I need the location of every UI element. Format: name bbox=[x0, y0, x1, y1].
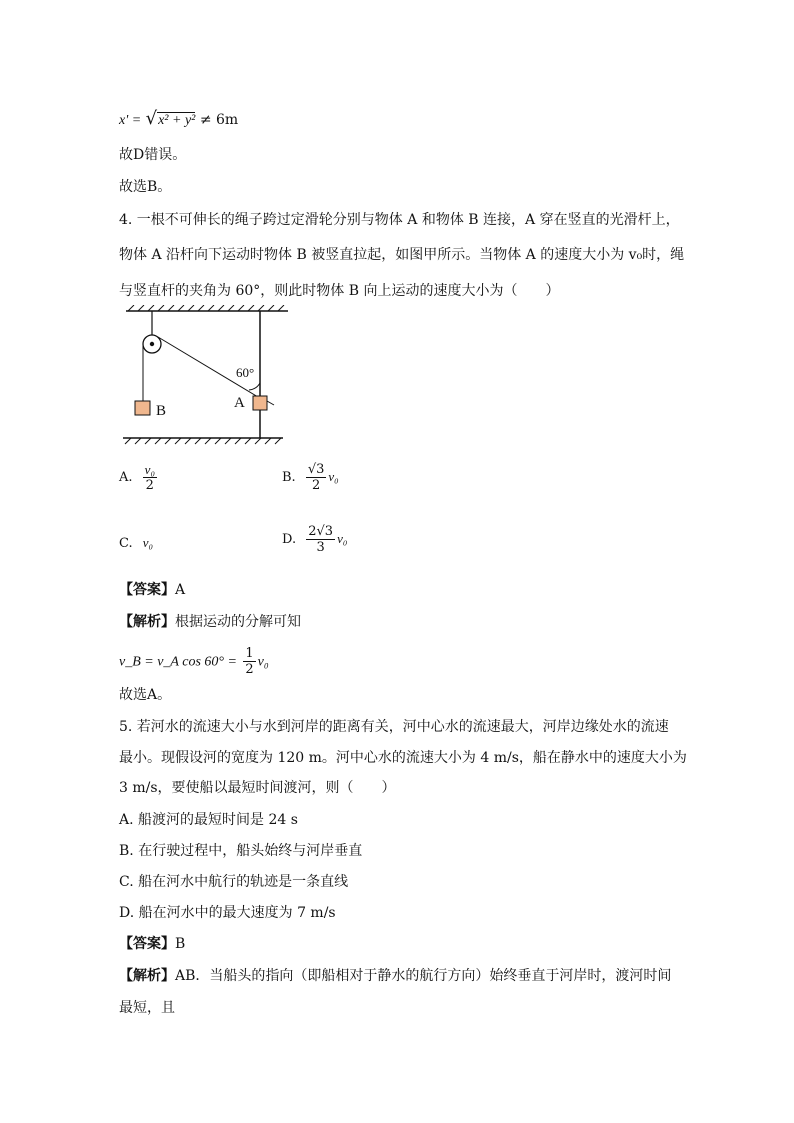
q5-answer-value: B bbox=[175, 936, 186, 952]
floor-hatch bbox=[125, 438, 281, 444]
q5-analysis-tag: 【解析】 bbox=[119, 968, 175, 984]
q4-option-c bbox=[119, 534, 153, 553]
q5-stem-line3: 3 m/s，要使船以最短时间渡河，则（ ） bbox=[119, 780, 396, 796]
q4-formula-lhs: v_B = v_A cos 60° = bbox=[119, 654, 237, 670]
formula-radicand: x² + y² bbox=[158, 113, 196, 128]
q5-analysis-line2: 最短，且 bbox=[119, 1000, 175, 1016]
formula-lhs: x' = bbox=[119, 113, 142, 128]
q4-option-b-num: √3 bbox=[307, 462, 325, 477]
q4-option-a-num: v₀ bbox=[144, 462, 155, 477]
block-a-tick bbox=[267, 401, 274, 405]
label-b: B bbox=[156, 403, 167, 419]
q4-stem-line2: 物体 A 沿杆向下运动时物体 B 被竖直拉起，如图甲所示。当物体 A 的速度大小为 v₀时，绳 bbox=[119, 247, 685, 263]
q4-answer bbox=[119, 581, 185, 599]
q5-option-b: B. 在行驶过程中，船头始终与河岸垂直 bbox=[119, 843, 363, 859]
q4-analysis bbox=[119, 613, 301, 631]
q4-option-b-letter: B. bbox=[282, 470, 296, 485]
q4-option-d-tail: v₀ bbox=[337, 531, 348, 546]
pulley-figure bbox=[118, 305, 293, 450]
q4-option-a bbox=[119, 462, 159, 493]
pulley-axle bbox=[150, 342, 154, 346]
q4-formula bbox=[119, 646, 269, 677]
q4-formula-den: 2 bbox=[245, 662, 254, 677]
q4-option-d-letter: D. bbox=[282, 532, 297, 547]
q4-option-d-num: 2√3 bbox=[308, 524, 334, 539]
q5-stem-line1: 5. 若河水的流速大小与水到河岸的距离有关，河中心水的流速最大，河岸边缘处水的流速 bbox=[119, 719, 669, 735]
q4-stem-line3: 与竖直杆的夹角为 60°，则此时物体 B 向上运动的速度大小为（ ） bbox=[119, 283, 560, 299]
conclusion-d: 故D错误。 bbox=[119, 147, 187, 163]
q4-analysis-tag: 【解析】 bbox=[119, 614, 175, 630]
q5-answer bbox=[119, 935, 185, 953]
q4-formula-num: 1 bbox=[245, 646, 254, 661]
q5-stem-line2: 最小。现假设河的宽度为 120 m。河中心水的流速大小为 4 m/s，船在静水中的速度大小为 bbox=[119, 750, 687, 766]
q5-option-a: A. 船渡河的最短时间是 24 s bbox=[119, 812, 298, 828]
q4-option-d bbox=[282, 524, 347, 555]
ceiling-hatch bbox=[128, 305, 284, 311]
q5-analysis-text: AB．当船头的指向（即船相对于静水的航行方向）始终垂直于河岸时，渡河时间 bbox=[175, 968, 672, 984]
q4-option-b bbox=[282, 462, 339, 493]
q4-option-b-tail: v₀ bbox=[328, 469, 339, 484]
q4-option-b-den: 2 bbox=[311, 478, 321, 493]
label-a: A bbox=[234, 395, 245, 411]
q4-answer-value: A bbox=[175, 582, 186, 598]
formula-displacement: x' = √x² + y² ≠ 6m bbox=[119, 108, 239, 129]
choose-b: 故选B。 bbox=[119, 179, 172, 195]
angle-arc bbox=[249, 383, 260, 390]
q4-option-a-den: 2 bbox=[145, 478, 154, 493]
block-a bbox=[253, 396, 267, 410]
q4-choose: 故选A。 bbox=[119, 687, 172, 703]
q5-answer-tag: 【答案】 bbox=[119, 936, 175, 952]
angle-label: 60° bbox=[236, 365, 255, 380]
q5-analysis-line1 bbox=[119, 967, 671, 985]
q4-option-a-letter: A. bbox=[119, 470, 133, 485]
formula-rhs: ≠ 6m bbox=[199, 112, 239, 128]
q4-option-c-text: v₀ bbox=[142, 535, 154, 550]
q4-formula-tail: v₀ bbox=[257, 654, 269, 670]
q4-option-c-letter: C. bbox=[119, 536, 133, 551]
q5-option-d: D. 船在河水中的最大速度为 7 m/s bbox=[119, 905, 336, 921]
q5-option-c: C. 船在河水中航行的轨迹是一条直线 bbox=[119, 874, 349, 890]
q4-option-d-den: 3 bbox=[316, 540, 325, 555]
q4-answer-tag: 【答案】 bbox=[119, 582, 175, 598]
block-b bbox=[135, 401, 150, 415]
q4-stem-line1: 4. 一根不可伸长的绳子跨过定滑轮分别与物体 A 和物体 B 连接，A 穿在竖直的光滑杆上， bbox=[119, 212, 680, 228]
q4-analysis-text: 根据运动的分解可知 bbox=[175, 614, 301, 630]
